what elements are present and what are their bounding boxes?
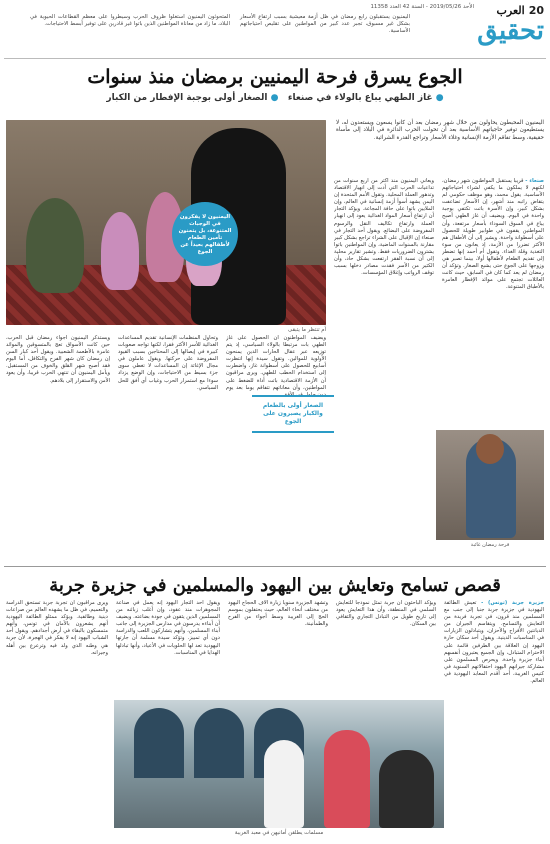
story1-photo xyxy=(6,120,326,325)
page-header xyxy=(0,0,550,60)
issue-date: الأحد 2019/05/26 - السنة 42 العدد 11358 xyxy=(370,4,474,10)
story1-photo-caption: أم تنتظر ما يتبقى xyxy=(288,327,326,333)
story2-dateline: جزيرة جربة (تونس) - xyxy=(481,600,544,606)
header-divider xyxy=(4,58,546,59)
story1-photo-child xyxy=(436,430,544,540)
story2-photo-caption: مسلمات يطلقن أمانيهن في معبد الغريبة xyxy=(234,830,324,836)
story1-column-2: ويعاني اليمنيون منذ أكثر من أربع سنوات من تداعيات الحرب التي أدت إلى انهيار الاقتصاد وتدهور العملة المحلية. وتقول الأمم المتحدة إن اليمن يشهد أسوأ أزمة إنسانية في العالم، وإن الملايين باتوا على حافة المجاعة. ويؤكد التجار أن ارتفاع أسعار المواد الغذائية يعود إلى انهيار العملة وارتفاع تكاليف النقل والرسوم المفروضة على البضائع. ويقول أحد التجار في صنعاء إن الإقبال على الشراء تراجع بشكل كبير مقارنة بالسنوات الماضية، وإن المواطنين باتوا يشترون الضروريات فقط. وتشير تقارير محلية إلى أن نسبة الفقر ارتفعت بشكل حاد، وأن الكثير من الأسر فقدت مصادر دخلها بسبب توقف الرواتب وإغلاق المؤسسات. xyxy=(334,178,434,277)
story1-intro: اليمنيون المحبطون يحاولون من خلال شهر رمضان بعد أن كانوا يسعون ويستعدون له، لا يستطيعون توفير حاجياتهم الأساسية بعد أن تحولت الحرب الدائرة في البلاد إلى مأساة حقيقية، وسط تفاقم الأزمة الإنسانية وغلاء الأسعار وتراجع القدرة الشرائية. xyxy=(336,120,544,141)
story2-column-5: ويرى مراقبون أن تجربة جربة تستحق الدراسة والتعميم، في ظل ما يشهده العالم من صراعات دينية وطائفية. ويؤكد ممثلو الطائفة اليهودية أنهم يشعرون بالأمان في تونس، وأنهم متمسكون بالبقاء في أرض أجدادهم. ويقول أحد الشباب اليهود إنه لا يفكر في الهجرة، لأن جربة هي وطنه الذي ولد فيه وترعرع بين أهله وجيرانه. xyxy=(6,600,108,656)
masthead xyxy=(486,3,544,17)
story1-pullquote-circle: اليمنيون لا يفكرون في الوجبات المتنوعة، بل يتمنون تأمين الطعام لأطفالهم بعيداً عن الجوع xyxy=(172,202,238,266)
story1-dateline: صنعاء - xyxy=(525,178,544,184)
page-number: 20 xyxy=(528,3,544,17)
story2-headline: قصص تسامح وتعايش بين اليهود والمسلمين في جزيرة جربة xyxy=(49,575,501,596)
story1-column-4: وتحاول المنظمات الإنسانية تقديم المساعدات الغذائية للأسر الأكثر فقرا، لكنها تواجه صعوبات كبيرة في إيصالها إلى المحتاجين بسبب القيود المفروضة على حركتها. ويقول عاملون في مجال الإغاثة إن المساعدات لا تغطي سوى جزء بسيط من الاحتياجات، وإن الوضع يزداد سوءا مع استمرار الحرب وغياب أي أفق للحل السياسي. xyxy=(118,335,218,391)
bullet-icon: ● xyxy=(435,93,444,103)
newspaper-logo: العرب xyxy=(496,3,525,17)
story2-column-1-text: تعيش الطائفة اليهودية في جزيرة جربة جنبا إلى جنب مع المسلمين منذ قرون، في تجربة فريدة من التعايش والتسامح. ويتقاسم الجيران من الديانتين الأفراح والأحزان، ويتبادلون الزيارات في المناسبات الدينية. ويقول أحد سكان حارة اليهود إن العلاقة بين الطرفين قائمة على الاحترام المتبادل، وإن الجميع يعتبرون أنفسهم أبناء جزيرة واحدة. ويحرص المسلمون على مشاركة جيرانهم اليهود احتفالاتهم السنوية في كنيس الغريبة، أحد أقدم المعابد اليهودية في العالم. xyxy=(444,600,544,685)
story2-column-4: ويقول أحد التجار اليهود إنه يعمل في صناعة المجوهرات منذ عقود، وإن أغلب زبائنه من المسلمين الذين يثقون في جودة بضاعته. ويضيف أن أبناءه يدرسون في مدارس الجزيرة إلى جانب أبناء المسلمين، وأنهم يتشاركون اللعب والدراسة دون أي تمييز. وتؤكد سيدة مسلمة أن جارتها اليهودية تعد لها الحلويات في الأعياد، وأنها تبادلها الهدايا في المناسبات. xyxy=(116,600,220,656)
story1-column-5: ويستذكر اليمنيون أجواء رمضان قبل الحرب، حين كانت الأسواق تعج بالمتسوقين والموائد عامرة بالأطعمة الشعبية. ويقول أحد كبار السن إن رمضان كان شهر الفرح والتكافل، أما اليوم فقد أصبح شهر القلق والخوف من المستقبل. ويأمل اليمنيون أن تنتهي الحرب قريبا، وأن يعود الأمن والاستقرار إلى بلادهم. xyxy=(6,335,110,384)
bullet-icon: ● xyxy=(270,93,279,103)
header-teaser-2: المتحوثون اليمنيون استغلوا ظروف الحرب وسيطروا على معظم القطاعات الحيوية في البلاد، ما زاد من معاناة المواطنين الذين باتوا غير قادرين على توفير أبسط الاحتياجات. xyxy=(30,14,230,27)
story1-column-3: ويضيف المواطنون أن الحصول على غاز الطهي بات مرتبطا بالولاء السياسي، إذ يتم توزيعه عبر عقال الحارات الذين يمنحون الأولوية للموالين. وتقول سيدة إنها انتظرت أسابيع للحصول على أسطوانة غاز، واضطرت إلى استخدام الحطب للطهي. ويرى مراقبون أن الأزمة الاقتصادية باتت أداة للضغط على المواطنين، وأن معاناتهم تتفاقم يوما بعد يوم xyxy=(226,335,326,391)
header-teaser-1: اليمنيون يستقبلون رابع رمضان في ظل أزمة معيشية بسبب ارتفاع الأسعار بشكل غير مسبوق، تجبر عدد كبير من المواطنين على تقليص احتياجاتهم الأساسية. xyxy=(240,14,410,34)
story-divider xyxy=(4,566,546,567)
story2-photo xyxy=(114,700,444,828)
story1-subhead-1: غاز الطهي يباع بالولاء في صنعاء xyxy=(287,93,433,103)
story1-subhead xyxy=(0,93,550,103)
story2-column-2: ويؤكد الباحثون أن جربة تمثل نموذجا للتعايش السلمي في المنطقة، وأن هذا التعايش يعود إلى تاريخ طويل من التبادل التجاري والثقافي بين السكان. xyxy=(336,600,436,628)
story1-pullquote-box: الصغار أولى بالطعام والكبار يصبرون على الجوع xyxy=(252,395,334,433)
section-title: تحقيق xyxy=(477,16,544,46)
story1-headline: الجوع يسرق فرحة اليمنيين برمضان منذ سنوات xyxy=(87,66,463,88)
story1-photo-child-caption: فرحة رمضان غائبة xyxy=(470,542,510,548)
story1-subhead-2: الصغار أولى بوجبة الإفطار من الكبار xyxy=(106,93,268,103)
story2-column-1 xyxy=(444,600,544,838)
story2-column-3: وتشهد الجزيرة سنويا زيارة آلاف الحجاج اليهود من مختلف أنحاء العالم، حيث يحتفلون بموسم الحج إلى الغريبة وسط أجواء من الفرح والطمأنينة. xyxy=(228,600,328,628)
story1-column-1-text: قريبا يستقبل المواطنون شهر رمضان، لكنهم لا يملكون ما يكفي لشراء احتياجاتهم الأساسية. يقول محمد، وهو موظف حكومي لم يتقاض راتبه منذ أشهر، إن الأسعار تضاعفت بشكل كبير، وإن الأسرة باتت تكتفي بوجبة واحدة في اليوم. ويضيف أن غاز الطهي أصبح يباع في السوق السوداء بأسعار مرتفعة، وأن المواطنين يقفون في طوابير طويلة للحصول على أسطوانة واحدة. ويشير إلى أن الأطفال هم الأكثر تضررا من الأزمة، إذ يعانون من سوء التغذية وقلة الغذاء. وتقول أم أحمد إنها تضطر إلى تقديم الطعام لأطفالها أولا، بينما تصبر هي وزوجها على الجوع حتى يشبع الصغار. وتؤكد أن رمضان لم يعد كما كان في السابق، حيث كانت العائلات تجتمع على موائد الإفطار العامرة بالأطباق المتنوعة. xyxy=(442,178,544,291)
